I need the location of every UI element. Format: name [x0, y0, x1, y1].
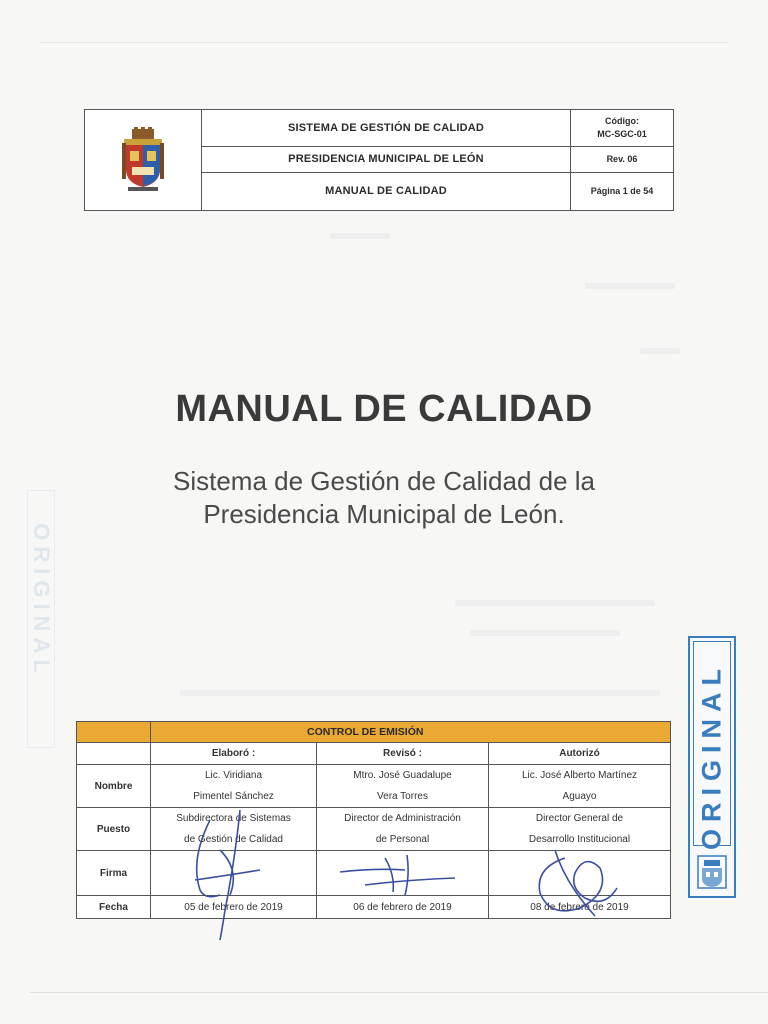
signature-cell: [489, 851, 671, 896]
table-row: [77, 765, 671, 808]
manual-name: MANUAL DE CALIDAD: [202, 172, 570, 210]
table-row: [77, 808, 671, 851]
code-label: Código:: [605, 116, 639, 127]
bleed-through: [640, 348, 680, 354]
bleed-through: [330, 233, 390, 239]
table-row: [77, 896, 671, 919]
table-cell: 06 de febrero de 2019: [317, 896, 489, 919]
row-label: Nombre: [77, 765, 151, 808]
bleed-through: [180, 690, 660, 696]
row-label: Firma: [77, 851, 151, 896]
original-stamp: [688, 636, 736, 898]
table-cell: 05 de febrero de 2019: [151, 896, 317, 919]
document-header: [84, 109, 674, 211]
stamp-seal-icon: [696, 854, 728, 890]
control-de-emision-table: [76, 721, 671, 919]
page-edge: [30, 992, 768, 993]
subtitle-line: Presidencia Municipal de León.: [203, 499, 565, 529]
page-number: Página 1 de 54: [571, 172, 673, 210]
table-cell: Director General de Desarrollo Institucional: [489, 808, 671, 851]
bleed-through: [585, 283, 675, 289]
revision: Rev. 06: [571, 146, 673, 172]
table-cell: Lic. Viridiana Pimentel Sánchez: [151, 765, 317, 808]
document-code: [571, 110, 673, 146]
municipal-coat-of-arms-logo: [85, 110, 202, 210]
document-subtitle: [0, 465, 768, 531]
stamp-text: ORIGINAL: [696, 662, 727, 850]
stamp-text: ORIGINAL: [29, 523, 54, 679]
column-header: Revisó :: [317, 743, 489, 765]
subtitle-line: Sistema de Gestión de Calidad de la: [172, 466, 596, 496]
column-header: Elaboró :: [151, 743, 317, 765]
bleed-through: [470, 630, 620, 636]
system-name: SISTEMA DE GESTIÓN DE CALIDAD: [287, 122, 485, 135]
code-value: MC-SGC-01: [597, 129, 647, 140]
table-row: [77, 851, 671, 896]
table-cell: Mtro. José Guadalupe Vera Torres: [317, 765, 489, 808]
column-header: Autorizó: [489, 743, 671, 765]
document-title: MANUAL DE CALIDAD: [175, 388, 593, 430]
control-heading: CONTROL DE EMISIÓN: [151, 722, 671, 743]
table-cell: 08 de febrero de 2019: [489, 896, 671, 919]
page-edge: [40, 42, 728, 43]
signature-cell: [317, 851, 489, 896]
row-label: Fecha: [77, 896, 151, 919]
row-label: Puesto: [77, 808, 151, 851]
signature-cell: [151, 851, 317, 896]
bleed-through: [455, 600, 655, 606]
organization-name: PRESIDENCIA MUNICIPAL DE LEÓN: [202, 146, 570, 172]
table-cell: Director de Administración de Personal: [317, 808, 489, 851]
table-cell: Subdirectora de Sistemas de Gestión de Calidad: [151, 808, 317, 851]
faded-original-stamp: [27, 490, 55, 748]
table-cell: Lic. José Alberto Martínez Aguayo: [489, 765, 671, 808]
